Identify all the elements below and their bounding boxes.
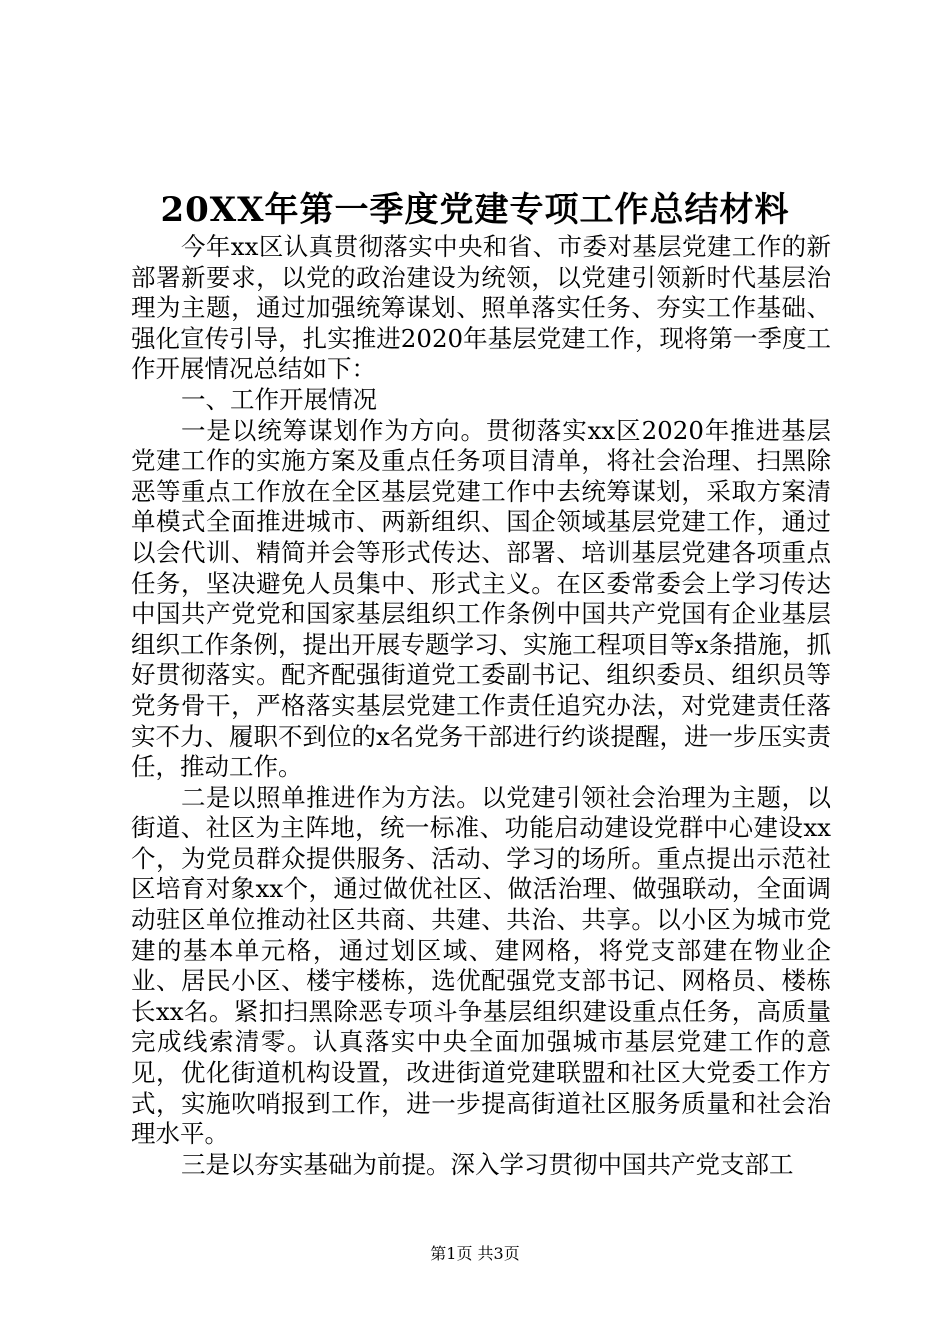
document-title: 20XX年第一季度党建专项工作总结材料 [160, 190, 790, 230]
paragraph-intro: 今年xx区认真贯彻落实中央和省、市委对基层党建工作的新部署新要求，以党的政治建设为统领，以党建引领新时代基层治理为主题，通过加强统筹谋划、照单落实任务、夯实工作基础、强化宣传引导，扎实推进2020年基层党建工作，现将第一季度工作开展情况总结如下： [131, 232, 831, 384]
paragraph-item-3: 三是以夯实基础为前提。深入学习贯彻中国共产党支部工 [181, 1149, 794, 1179]
document-body [131, 232, 831, 1180]
section-heading: 一、工作开展情况 [181, 384, 377, 414]
paragraph-item-2: 二是以照单推进作为方法。以党建引领社会治理为主题，以街道、社区为主阵地，统一标准、功能启动建设党群中心建设xx个，为党员群众提供服务、活动、学习的场所。重点提出示范社区培育对象xx个，通过做优社区、做活治理、做强联动，全面调动驻区单位推动社区共商、共建、共治、共享。以小区为城市党建的基本单元格，通过划区域、建网格，将党支部建在物业企业、居民小区、楼宇楼栋，选优配强党支部书记、网格员、楼栋长xx名。紧扣扫黑除恶专项斗争基层组织建设重点任务，高质量完成线索清零。认真落实中央全面加强城市基层党建工作的意见，优化街道机构设置，改进街道党建联盟和社区大党委工作方式，实施吹哨报到工作，进一步提高街道社区服务质量和社会治理水平。 [131, 782, 831, 1149]
paragraph-item-1: 一是以统筹谋划作为方向。贯彻落实xx区2020年推进基层党建工作的实施方案及重点任务项目清单，将社会治理、扫黑除恶等重点工作放在全区基层党建工作中去统筹谋划，采取方案清单模式全面推进城市、两新组织、国企领域基层党建工作，通过以会代训、精简并会等形式传达、部署、培训基层党建各项重点任务，坚决避免人员集中、形式主义。在区委常委会上学习传达中国共产党党和国家基层组织工作条例中国共产党国有企业基层组织工作条例，提出开展专题学习、实施工程项目等x条措施，抓好贯彻落实。配齐配强街道党工委副书记、组织委员、组织员等党务骨干，严格落实基层党建工作责任追究办法，对党建责任落实不力、履职不到位的x名党务干部进行约谈提醒，进一步压实责任，推动工作。 [131, 415, 831, 782]
page-footer: 第1页 共3页 [430, 1244, 520, 1263]
